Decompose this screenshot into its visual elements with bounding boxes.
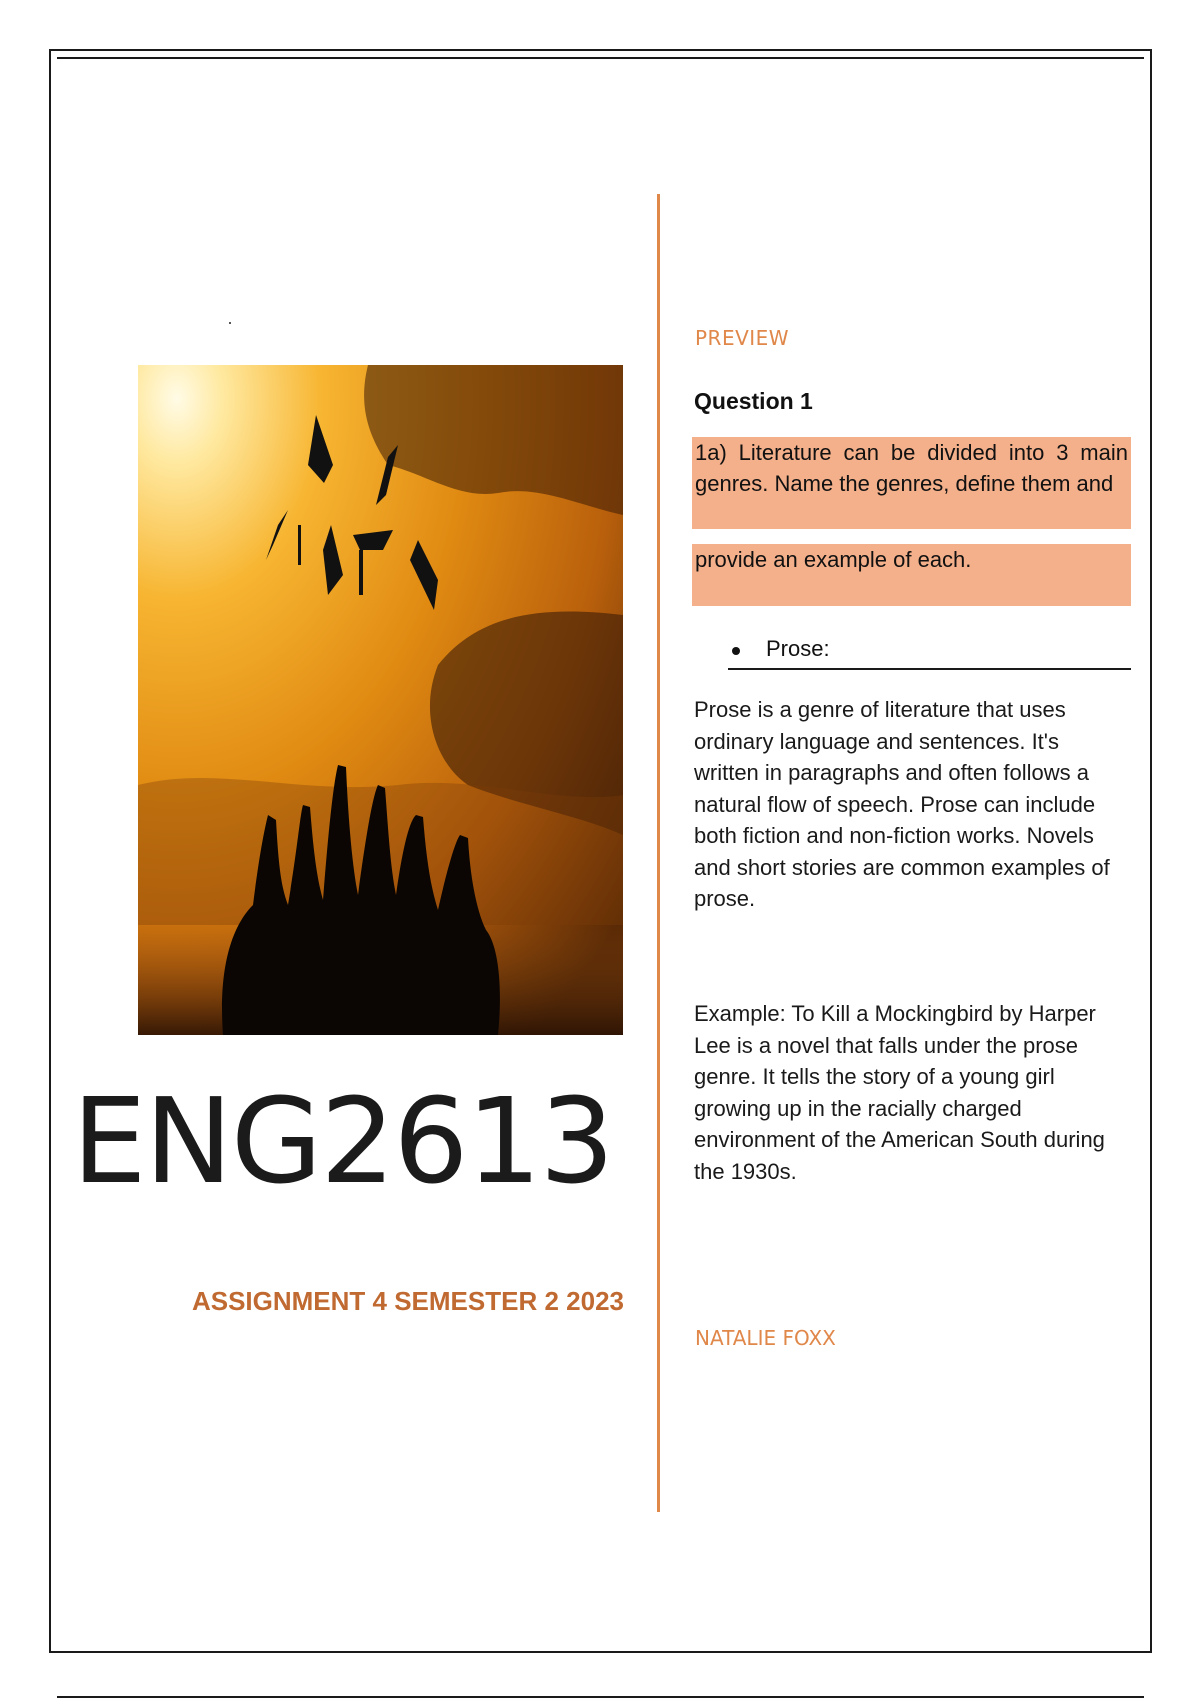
question-highlight-2 [692, 544, 1131, 606]
question-title: Question 1 [694, 388, 813, 414]
question-text-1: 1a) Literature can be divided into 3 main genres. Name the genres, define them and [695, 440, 1128, 496]
top-rule [57, 57, 1144, 59]
stray-dot [229, 322, 231, 324]
bullet-item-prose [728, 634, 1131, 670]
vertical-divider [657, 194, 660, 1512]
bullet-label: Prose: [766, 636, 830, 661]
question-text-2: provide an example of each. [695, 547, 972, 572]
question-highlight-1 [692, 437, 1131, 529]
preview-label: PREVIEW [695, 326, 790, 350]
prose-example: Example: To Kill a Mockingbird by Harper Lee is a novel that falls under the prose genre. It tells the story of a young girl growing up in the racially charged environment of the American South during the 1930s. [694, 1001, 1105, 1184]
author-name: NATALIE FOXX [695, 1326, 836, 1350]
cover-image [138, 365, 623, 1035]
bullet-icon [732, 647, 740, 655]
prose-definition: Prose is a genre of literature that uses ordinary language and sentences. It's written in paragraphs and often follows a natural flow of speech. Prose can include both fiction and non-fiction works. Novels and short stories are common examples of prose. [694, 697, 1110, 911]
bottom-rule [57, 1696, 1144, 1698]
course-code: ENG2613 [72, 1072, 613, 1210]
assignment-title: ASSIGNMENT 4 SEMESTER 2 2023 [191, 1286, 624, 1316]
